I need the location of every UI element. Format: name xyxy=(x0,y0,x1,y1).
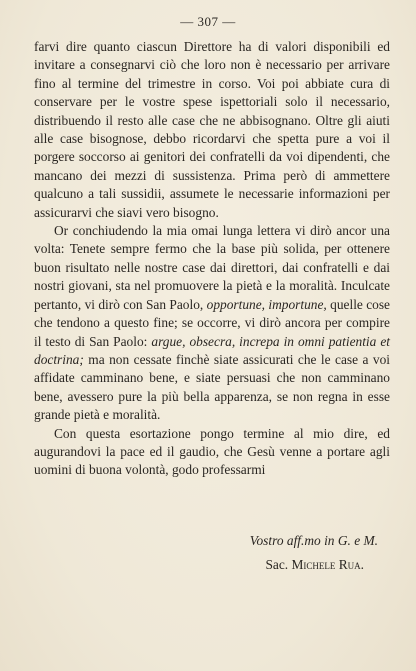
signature-prefix: Sac. xyxy=(265,557,292,572)
paragraph-2-text-c: ma non cessate finchè siate assicurati che le case a voi affidate camminano bene, e siate persuasi che non camminano bene, avessero pure la più bella apparenza, se non regna in esse grande pietà e moralità. xyxy=(34,351,390,423)
page-number: — 307 — xyxy=(180,14,236,29)
latin-quote-opportune: opportune, importune, xyxy=(206,296,327,312)
paragraph-1-text: farvi dire quanto ciascun Direttore ha di valori disponibili ed invitare a consegnarvi ciò che loro non è necessario per arrivare fino al termine del trimestre in corso. Voi poi abbiate cura di conservare per le vostre spese ispettoriali solo il necessario, distribuendo il resto alle case che ne abbisognano. Oltre gli aiuti alle case bisognose, debbo ricordarvi che spetta pure a voi il porgere soccorso ai genitori dei confratelli da voi dipendenti, che mancano dei mezzi di sussistenza. Prima però di ammettere qualcuno a tali sussidii, assumete le necessarie informazioni per assicurarvi che siavi vero bisogno. xyxy=(34,39,390,220)
closing-salutation: Vostro aff.mo in G. e M. xyxy=(249,533,378,548)
paragraph-2-text-a: Or conchiudendo la mia omai lunga lettera vi dirò ancor una volta: Tenete sempre fermo che la base più solida, per ottenere buon risultato nelle nostre case dai direttori, dai confratelli e dai nostri giovani, sta nel promuovere la pietà e la moralità. Inculcate pertanto, vi dirò con San Paolo, xyxy=(34,223,390,312)
signature-name: Michele Rua. xyxy=(291,557,364,572)
signature xyxy=(34,556,390,574)
letter-body xyxy=(34,38,390,480)
paragraph-3-text: Con questa esortazione pongo termine al mio dire, ed augurandovi la pace ed il gaudio, che Gesù venne a portare agli uomini di buona volontà, godo professarmi xyxy=(34,425,390,478)
paragraph-2-text-b: quelle cose che tendono a questo fine; se occorre, vi dirò ancora per compire il testo di San Paolo: xyxy=(34,296,391,349)
latin-quote-argue: argue, obsecra, increpa in omni patientia et doctrina; xyxy=(34,333,390,367)
paragraph-2 xyxy=(34,222,390,424)
paragraph-3 xyxy=(34,425,390,480)
paragraph-1 xyxy=(34,38,390,222)
